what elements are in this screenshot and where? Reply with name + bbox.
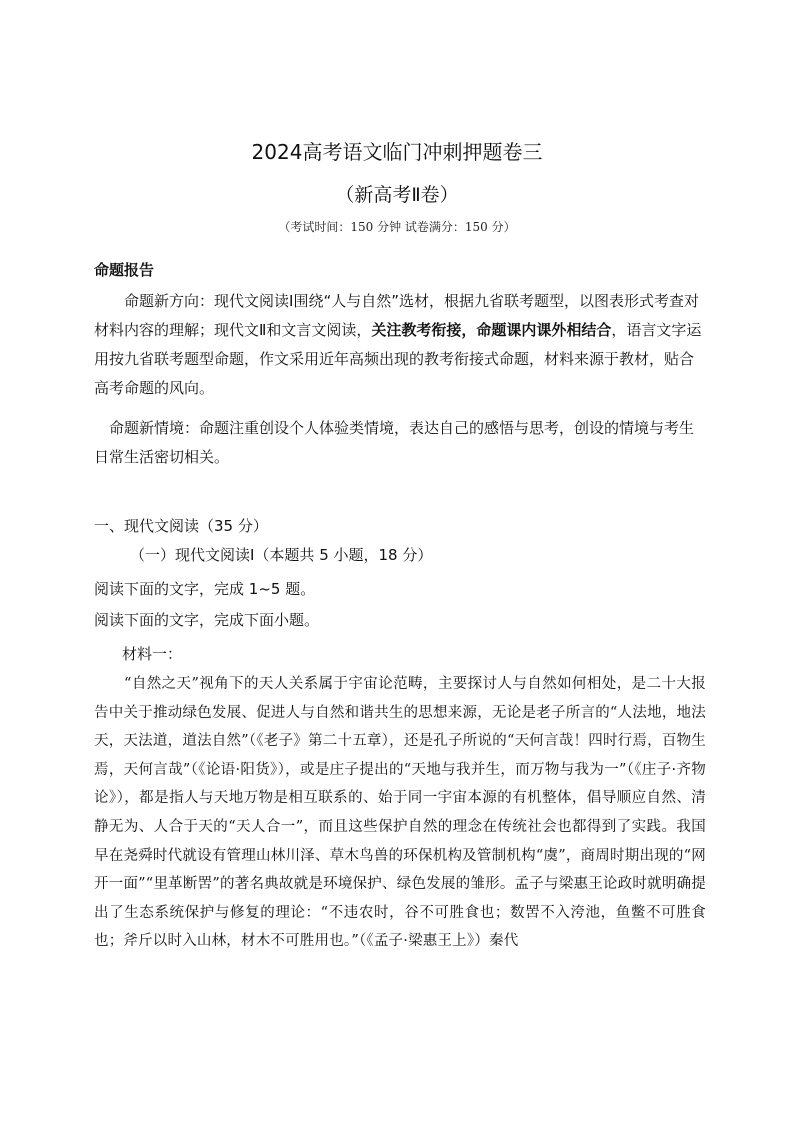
exam-info: （考试时间：150 分钟 试卷满分：150 分）: [278, 220, 516, 234]
context-label: 命题新情境：: [109, 419, 200, 437]
direction-tail-text: ，语言文字运用按九省联考题型命题，作文采用近年高频出现的教考衔接式命题，材料来源于教材，贴合高考命题的风向。: [94, 321, 702, 397]
direction-text: 现代文阅读Ⅰ围绕“人与自然”选材，根据九省联考题型，以图表形式考查对材料内容的理解；现代文Ⅱ和文言文阅读，: [94, 292, 699, 339]
section-heading: 一、现代文阅读（35 分）: [94, 517, 268, 535]
report-paragraph-direction: [94, 287, 706, 403]
instruction-line-1: 阅读下面的文字，完成 1~5 题。: [94, 580, 316, 598]
document-title: 2024高考语文临门冲刺押题卷三: [251, 140, 543, 164]
instruction-line-2: 阅读下面的文字，完成下面小题。: [94, 611, 320, 629]
direction-label: 命题新方向：: [124, 292, 215, 310]
material-text: “自然之天”视角下的天人关系属于宇宙论范畴，主要探讨人与自然如何相处，是二十大报告中关于推动绿色发展、促进人与自然和谐共生的思想来源，无论是老子所言的“人法地，地法天，天法道，道法自然”（《老子》第二十五章），还是孔子所说的“天何言哉！四时行焉，百物生焉，天何言哉”（《论语·阳货》），或是庄子提出的“天地与我并生，而万物与我为一”（《庄子·齐物论》），都是指人与天地万物是相互联系的、始于同一宇宙本源的有机整体，倡导顺应自然、清静无为、人合于天的“天人合一”，而且这些保护自然的理念在传统社会也都得到了实践。我国早在尧舜时代就设有管理山林川泽、草木鸟兽的环保机构及管制机构“虞”，商周时期出现的“网开一面”“里革断罟”的著名典故就是环境保护、绿色发展的雏形。孟子与梁惠王论政时就明确提出了生态系统保护与修复的理论：“不违农时，谷不可胜食也；数罟不入洿池，鱼鳖不可胜食也；斧斤以时入山林，材木不可胜用也。”（《孟子·梁惠王上》）秦代: [94, 676, 706, 950]
report-paragraph-context: [94, 414, 706, 472]
direction-bold-text: 关注教考衔接，命题课内课外相结合: [371, 321, 612, 339]
subsection-heading: （一）现代文阅读Ⅰ（本题共 5 小题，18 分）: [130, 546, 433, 564]
document-subtitle: （新高考Ⅱ卷）: [335, 184, 459, 206]
material-label: 材料一：: [122, 645, 183, 663]
context-text: 命题注重创设个人体验类情境，表达自己的感悟与思考，创设的情境与考生日常生活密切相关。: [94, 419, 695, 466]
report-heading: 命题报告: [94, 261, 155, 279]
